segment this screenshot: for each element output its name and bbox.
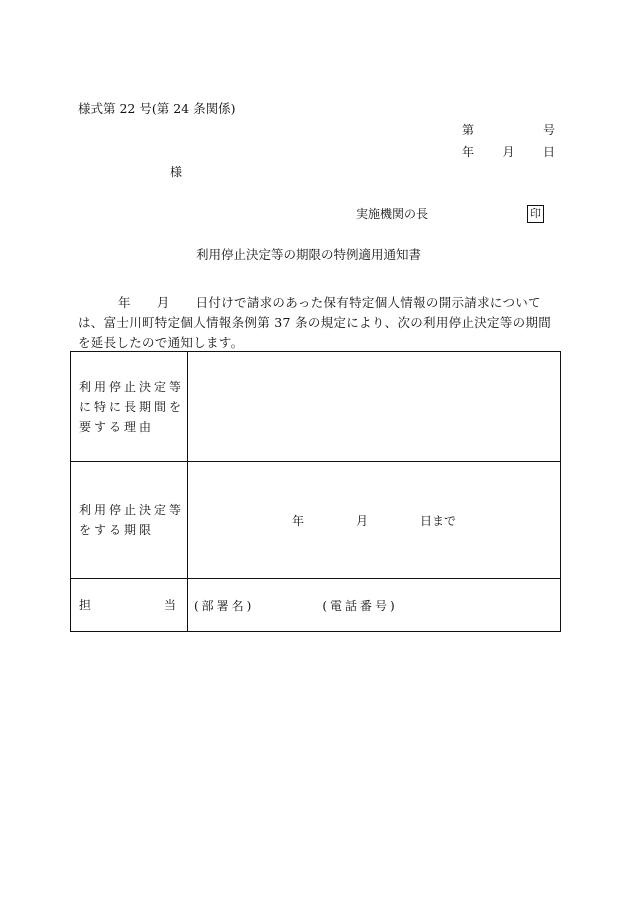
addressee-honorific: 様 — [170, 165, 183, 179]
date-month: 月 — [502, 145, 515, 159]
contact-label: 担 当 — [71, 579, 188, 632]
deadline-row — [71, 462, 561, 579]
deadline-month: 月 — [355, 513, 368, 528]
reason-label: 利用停止決定等 に特に長期間を 要する理由 — [71, 352, 188, 462]
body-year: 年 — [118, 295, 131, 310]
doc-no-prefix: 第 — [462, 123, 475, 137]
reason-row — [71, 352, 561, 462]
document-number — [462, 124, 555, 136]
date-day: 日 — [542, 145, 555, 159]
issuer-title: 実施機関の長 — [356, 207, 429, 221]
notice-table — [70, 351, 561, 632]
notice-body — [78, 293, 556, 353]
issue-date — [462, 146, 555, 158]
department-label: (部署名) — [194, 598, 255, 613]
seal-mark: 印 — [527, 205, 544, 223]
deadline-value — [188, 462, 561, 579]
body-line-2: は、富士川町特定個人情報条例第 37 条の規定により、次の利用停止決定等の期間 — [78, 315, 552, 330]
body-line-1 — [78, 293, 556, 313]
phone-label: (電話番号) — [322, 598, 398, 613]
contact-value — [188, 579, 561, 632]
doc-no-suffix: 号 — [542, 123, 555, 137]
body-line-3: を延長したので通知します。 — [78, 335, 244, 350]
reason-value — [188, 352, 561, 462]
deadline-until: 日まで — [420, 513, 457, 528]
date-year: 年 — [462, 145, 475, 159]
form-number: 様式第 22 号(第 24 条関係) — [78, 101, 236, 116]
contact-row — [71, 579, 561, 632]
document-title: 利用停止決定等の期限の特例適用通知書 — [196, 247, 422, 262]
deadline-label: 利用停止決定等 をする期限 — [71, 462, 188, 579]
body-month: 月 — [156, 295, 170, 310]
body-line-1-rest: 日付けで請求のあった保有特定個人情報の開示請求について — [195, 295, 541, 310]
deadline-year: 年 — [291, 513, 304, 528]
